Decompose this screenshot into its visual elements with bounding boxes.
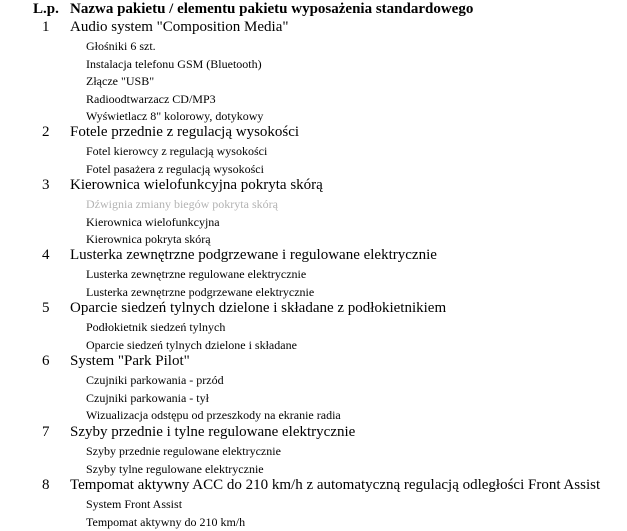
package-title: Lusterka zewnętrzne podgrzewane i regulowane elektrycznie [70, 247, 437, 263]
package-number: 4 [42, 247, 50, 263]
package-block [0, 123, 627, 178]
package-number: 8 [42, 477, 50, 493]
package-header [0, 299, 627, 319]
package-title: Szyby przednie i tylne regulowane elektrycznie [70, 424, 356, 440]
package-element: Fotel pasażera z regulacją wysokości [86, 161, 264, 176]
package-element: Lusterka zewnętrzne podgrzewane elektrycznie [86, 284, 315, 299]
package-title: Oparcie siedzeń tylnych dzielone i składane z podłokietnikiem [70, 300, 447, 316]
package-number: 6 [42, 353, 50, 369]
package-element: Wizualizacja odstępu od przeszkody na ekranie radia [86, 408, 341, 423]
package-element: Kierownica wielofunkcyjna [86, 214, 220, 229]
package-element: System Front Assist [86, 497, 183, 511]
package-element: Oparcie siedzeń tylnych dzielone i składane [86, 337, 297, 352]
package-title: Kierownica wielofunkcyjna pokryta skórą [70, 177, 323, 193]
package-element: Czujniki parkowania - tył [86, 390, 209, 405]
package-title: Tempomat aktywny ACC do 210 km/h z automatyczną regulacją odległości Front Assist [70, 477, 601, 493]
header-package-name: Nazwa pakietu / elementu pakietu wyposażenia standardowego [70, 1, 474, 17]
package-number: 2 [42, 124, 50, 140]
package-element: Radioodtwarzacz CD/MP3 [86, 91, 216, 106]
package-title: System "Park Pilot" [70, 353, 190, 369]
header-lp: L.p. [33, 1, 59, 17]
package-header [0, 246, 627, 266]
package-block [0, 18, 627, 126]
package-header [0, 18, 627, 38]
package-number: 3 [42, 177, 50, 193]
package-header [0, 476, 627, 496]
package-element: Lusterka zewnętrzne regulowane elektrycznie [86, 267, 307, 281]
package-title: Fotele przednie z regulacją wysokości [70, 124, 300, 140]
package-block [0, 299, 627, 354]
package-element: Głośniki 6 szt. [86, 39, 156, 53]
package-block [0, 246, 627, 301]
package-header [0, 423, 627, 443]
table-header [0, 0, 627, 20]
package-number: 7 [42, 424, 50, 440]
package-header [0, 123, 627, 143]
package-element: Wyświetlacz 8" kolorowy, dotykowy [86, 109, 264, 124]
package-block [0, 423, 627, 478]
package-element: Tempomat aktywny do 210 km/h [86, 514, 246, 529]
package-number: 5 [42, 300, 50, 316]
package-number: 1 [42, 19, 50, 35]
package-element: Instalacja telefonu GSM (Bluetooth) [86, 56, 262, 71]
package-element: Dźwignia zmiany biegów pokryta skórą [86, 197, 278, 211]
package-element: Czujniki parkowania - przód [86, 373, 224, 387]
package-element: Podłokietnik siedzeń tylnych [86, 320, 226, 334]
package-title: Audio system "Composition Media" [70, 19, 289, 35]
package-block [0, 176, 627, 249]
package-element: Szyby tylne regulowane elektrycznie [86, 461, 264, 476]
package-header [0, 352, 627, 372]
package-block [0, 352, 627, 425]
package-block [0, 476, 627, 531]
package-element: Złącze "USB" [86, 74, 155, 89]
package-element: Szyby przednie regulowane elektrycznie [86, 444, 281, 458]
package-header [0, 176, 627, 196]
package-element: Kierownica pokryta skórą [86, 232, 211, 247]
package-element: Fotel kierowcy z regulacją wysokości [86, 144, 268, 158]
